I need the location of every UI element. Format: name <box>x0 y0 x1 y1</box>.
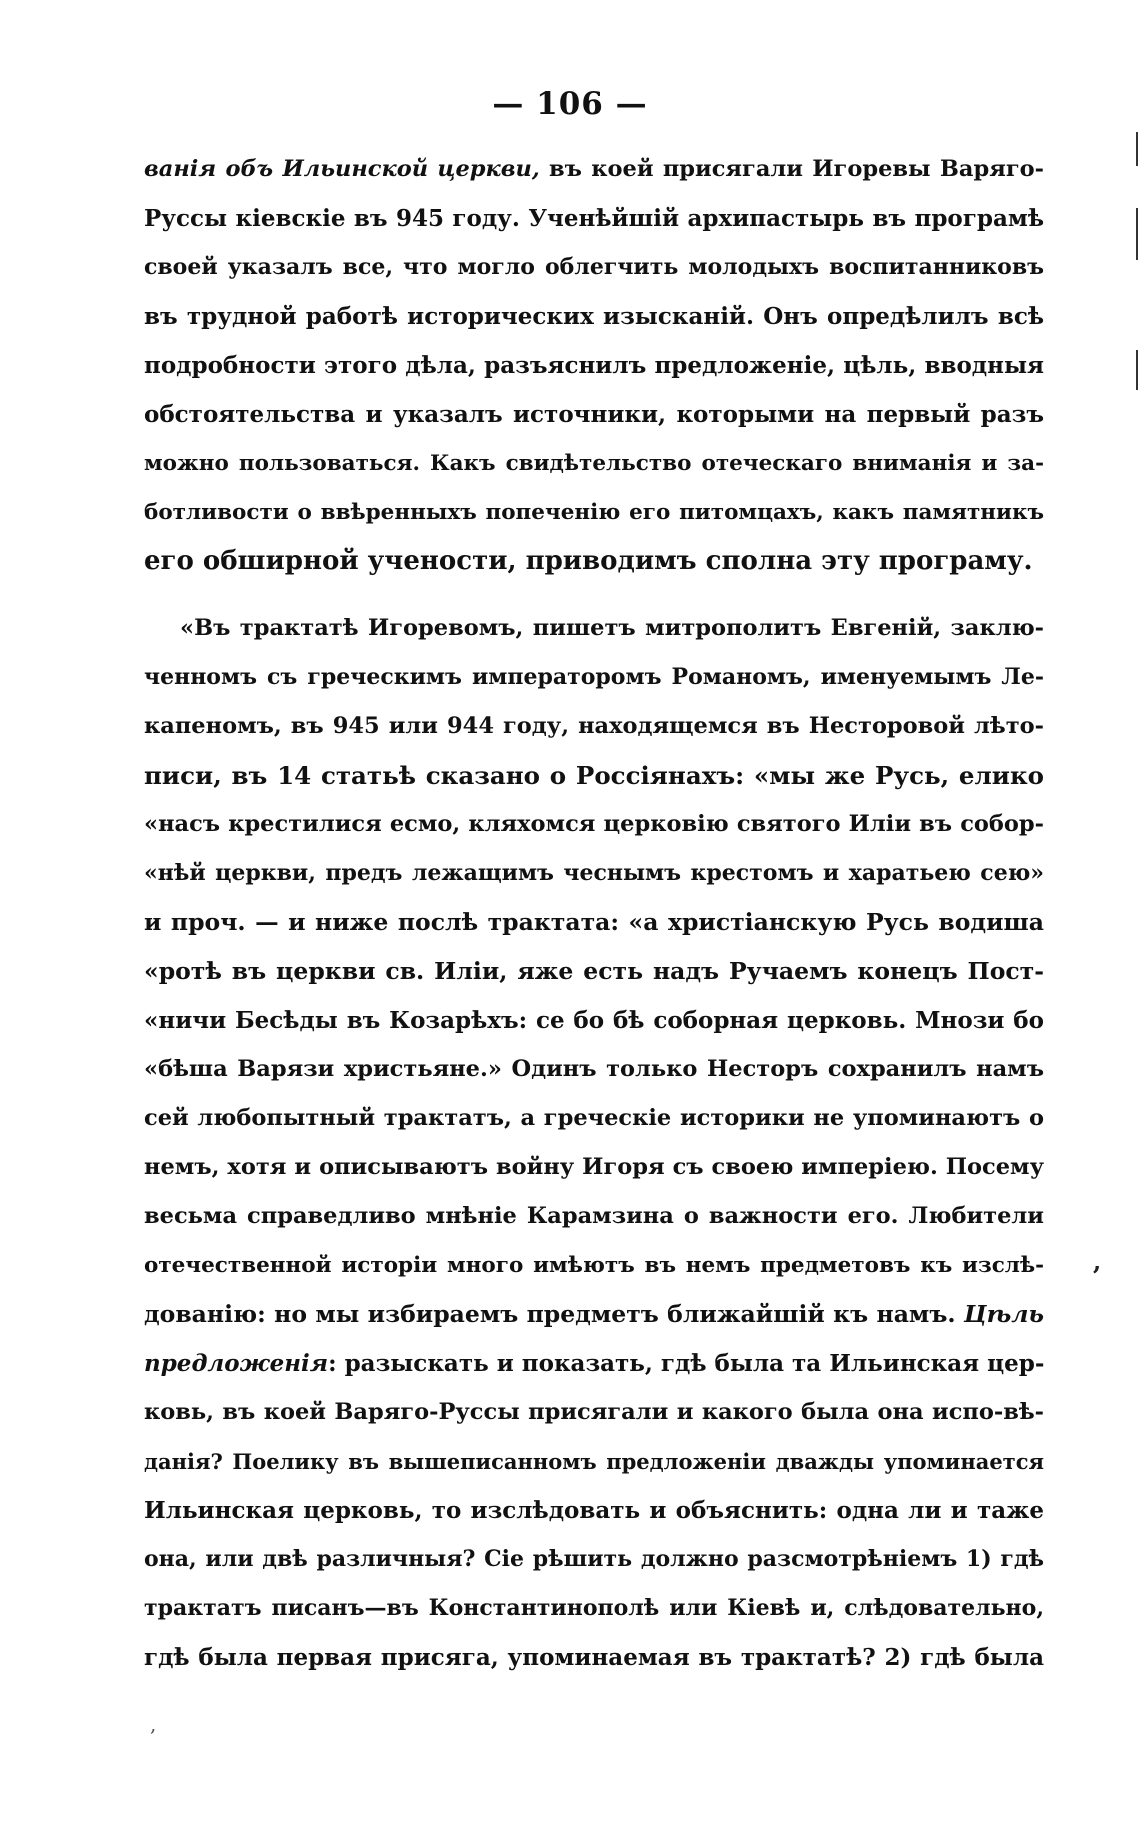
text-line: «нѣй церкви, предъ лежащимъ чеснымъ крестомъ и харатьею сею» <box>144 860 1044 886</box>
margin-mark: ’ <box>1092 1262 1102 1292</box>
text-run: : разыскать и показать, гдѣ была та Ильинская цер- <box>328 1350 1045 1377</box>
text-line: «Въ трактатѣ Игоревомъ, пишетъ митрополитъ Евгеній, заклю- <box>180 615 1044 641</box>
text-line: и проч. — и ниже послѣ трактата: «а христіанскую Русь водиша <box>144 908 1044 936</box>
text-line: трактатъ писанъ—въ Константинополѣ или Кіевѣ и, слѣдовательно, <box>144 1595 1044 1621</box>
text-line: ботливости о ввѣренныхъ попеченію его питомцахъ, какъ памятникъ <box>144 500 1044 525</box>
text-line: въ трудной работѣ исторических изысканій. Онъ опредѣлилъ всѣ <box>144 303 1044 330</box>
text-line: можно пользоваться. Какъ свидѣтельство отеческаго вниманія и за- <box>144 451 1044 476</box>
scan-edge-mark <box>1136 208 1138 260</box>
text-line: «ничи Бесѣды въ Козарѣхъ: се бо бѣ соборная церковь. Мнози бо <box>144 1007 1044 1034</box>
text-line: «насъ крестилися есмо, кляхомся церковію святого Иліи въ собор- <box>144 811 1044 837</box>
text-line: капеномъ, въ 945 или 944 году, находящемся въ Несторовой лѣто- <box>144 713 1044 739</box>
page-number: — 106 — <box>492 86 648 122</box>
text-run: въ коей присягали Игоревы Варяго- <box>549 156 1044 182</box>
text-line: сей любопытный трактатъ, а греческіе историки не упоминаютъ о <box>144 1105 1044 1131</box>
text-line: весьма справедливо мнѣніе Карамзина о важности его. Любители <box>144 1203 1044 1229</box>
text-line: ковь, въ коей Варяго-Руссы присягали и какого была она испо-вѣ- <box>144 1399 1044 1425</box>
text-line: обстоятельства и указалъ источники, которыми на первый разъ <box>144 401 1044 428</box>
text-line <box>144 1339 1044 1388</box>
text-line: «ротѣ въ церкви св. Иліи, яже есть надъ Ручаемъ конецъ Пост- <box>144 957 1044 985</box>
paragraph-gap <box>144 586 1044 604</box>
text-line: своей указалъ все, что могло облегчить молодыхъ воспитанниковъ <box>144 254 1044 280</box>
text-line: она, или двѣ различныя? Сіе рѣшить должно разсмотрѣніемъ 1) гдѣ <box>144 1546 1044 1572</box>
margin-mark: , <box>150 1712 157 1736</box>
italic-phrase: ванія объ Ильинской церкви, <box>144 156 550 182</box>
text-line: его обширной учености, приводимъ сполна эту програму. <box>144 546 1033 576</box>
text-line: немъ, хотя и описываютъ войну Игоря съ своею имперіею. Посему <box>144 1154 1044 1180</box>
text-line: ченномъ съ греческимъ императоромъ Романомъ, именуемымъ Ле- <box>144 664 1044 690</box>
text-line: гдѣ была первая присяга, упоминаемая въ трактатѣ? 2) гдѣ была <box>144 1644 1044 1671</box>
text-line: подробности этого дѣла, разъяснилъ предложеніе, цѣль, вводныя <box>144 352 1044 379</box>
scan-edge-mark <box>1136 350 1138 390</box>
text-line: писи, въ 14 статьѣ сказано о Россіянахъ: «мы же Русь, елико <box>144 761 1044 790</box>
text-line: отечественной исторіи много имѣютъ въ немъ предметовъ къ изслѣ- <box>144 1253 1044 1278</box>
text-run: дованію: но мы избираемъ предметъ ближайшій къ намъ. <box>144 1300 964 1328</box>
text-line: «бѣша Варязи христьяне.» Одинъ только Несторъ сохранилъ намъ <box>144 1056 1044 1082</box>
body-text <box>144 145 1044 1682</box>
text-line: Ильинская церковь, то изслѣдовать и объяснить: одна ли и таже <box>144 1497 1044 1524</box>
italic-phrase: предложенія <box>144 1350 329 1377</box>
italic-phrase: Цѣль <box>963 1300 1044 1328</box>
scan-edge-mark <box>1136 132 1138 166</box>
text-line <box>144 145 1044 194</box>
text-line: данія? Поелику въ вышеписанномъ предложеніи дважды упоминается <box>144 1449 1044 1474</box>
text-line: Руссы кіевскіе въ 945 году. Ученѣйшій архипастырь въ програмѣ <box>144 205 1044 232</box>
text-line <box>144 1290 1044 1339</box>
